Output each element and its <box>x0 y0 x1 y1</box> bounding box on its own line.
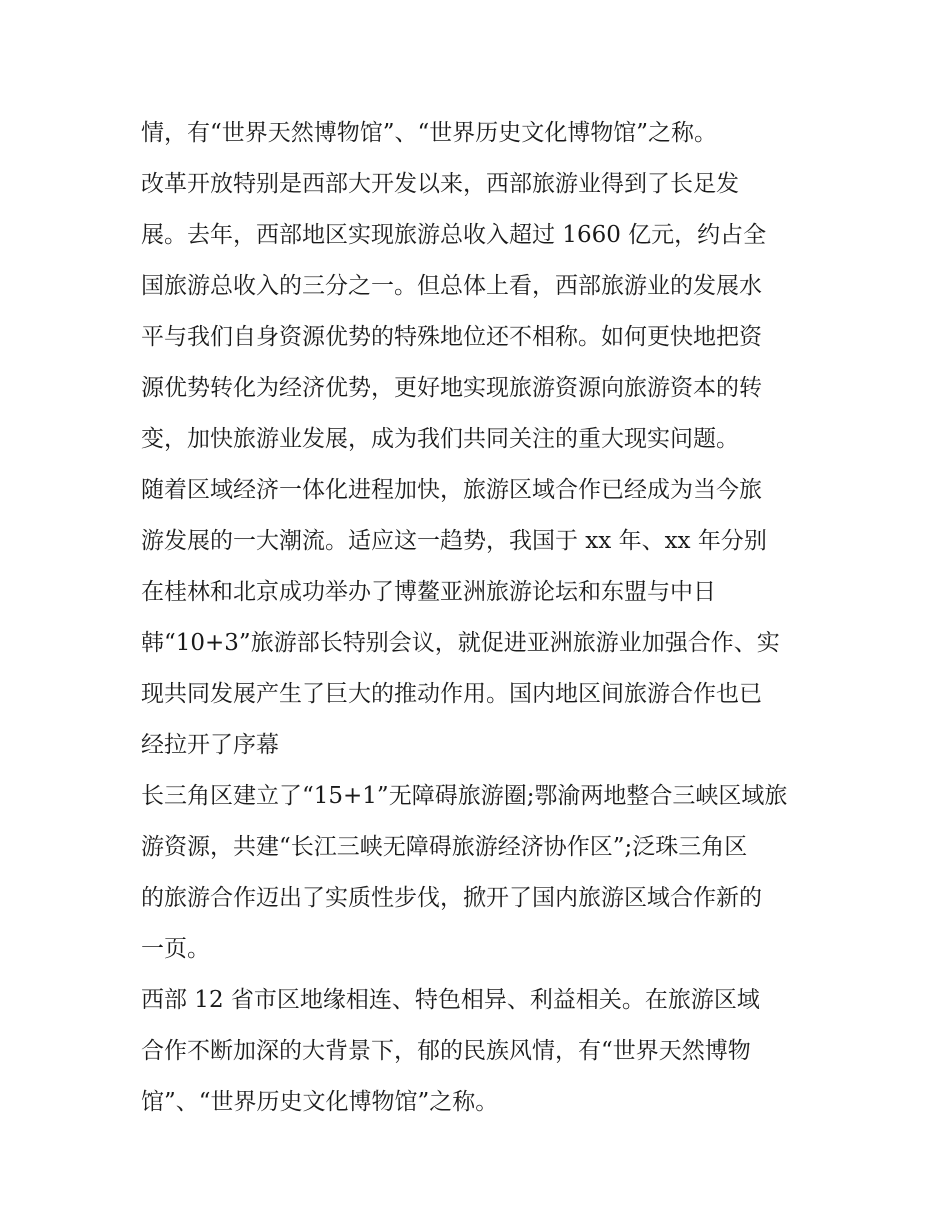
text-line: 馆”、“世界历史文化博物馆”之称。 <box>141 1089 499 1115</box>
text-line: 韩“10+3”旅游部长特别会议，就促进亚洲旅游业加强合作、实 <box>141 630 780 656</box>
text-line: 在桂林和北京成功举办了博鳌亚洲旅游论坛和东盟与中日 <box>141 579 716 605</box>
text-line: 国旅游总收入的三分之一。但总体上看，西部旅游业的发展水 <box>141 273 762 299</box>
text-line: 经拉开了序幕 <box>141 732 279 758</box>
text-line: 游发展的一大潮流。适应这一趋势，我国于 xx 年、xx 年分别 <box>141 528 767 554</box>
text-line: 随着区域经济一体化进程加快，旅游区域合作已经成为当今旅 <box>141 477 762 503</box>
text-line: 情，有“世界天然博物馆”、“世界历史文化博物馆”之称。 <box>141 120 718 146</box>
text-line: 合作不断加深的大背景下，郁的民族风情，有“世界天然博物 <box>141 1038 751 1064</box>
text-line: 变，加快旅游业发展，成为我们共同关注的重大现实问题。 <box>141 426 739 452</box>
text-line: 长三角区建立了“15+1”无障碍旅游圈;鄂渝两地整合三峡区域旅 <box>141 783 788 809</box>
body-text <box>141 108 821 1128</box>
text-line: 现共同发展产生了巨大的推动作用。国内地区间旅游合作也已 <box>141 681 762 707</box>
text-line: 展。去年，西部地区实现旅游总收入超过 1660 亿元，约占全 <box>141 222 767 248</box>
text-line: 改革开放特别是西部大开发以来，西部旅游业得到了长足发 <box>141 171 739 197</box>
text-line: 的旅游合作迈出了实质性步伐，掀开了国内旅游区域合作新的 <box>141 885 762 911</box>
text-line: 源优势转化为经济优势，更好地实现旅游资源向旅游资本的转 <box>141 375 762 401</box>
text-line: 游资源，共建“长江三峡无障碍旅游经济协作区”;泛珠三角区 <box>141 834 748 860</box>
text-line: 平与我们自身资源优势的特殊地位还不相称。如何更快地把资 <box>141 324 762 350</box>
text-line: 西部 12 省市区地缘相连、特色相异、利益相关。在旅游区域 <box>141 987 760 1013</box>
text-line: 一页。 <box>141 936 210 962</box>
